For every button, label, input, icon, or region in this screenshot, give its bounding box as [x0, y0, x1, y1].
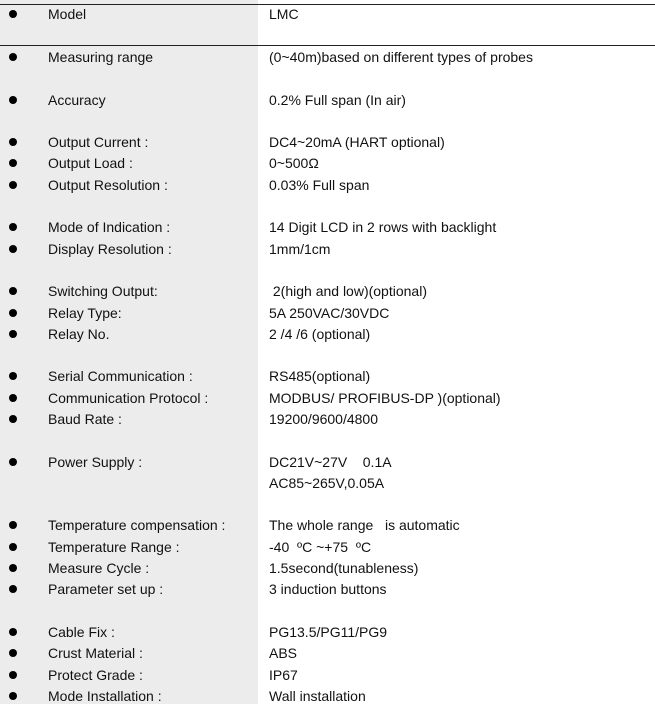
spec-row-output-resolution [0, 175, 655, 195]
spec-row-cable-fix [0, 622, 655, 642]
spec-row-accuracy [0, 90, 655, 110]
spec-label: Temperature compensation : [48, 517, 226, 533]
spec-value: -40 ºC ~+75 ºC [269, 539, 372, 555]
spec-label: Protect Grade : [48, 667, 143, 683]
bullet-icon [9, 671, 17, 679]
spec-row-crust-material [0, 643, 655, 663]
spec-value: DC4~20mA (HART optional) [269, 134, 445, 150]
spec-row-temperature-range [0, 537, 655, 557]
bullet-icon [9, 245, 17, 253]
spec-value: AC85~265V,0.05A [269, 475, 385, 491]
bullet-icon [9, 585, 17, 593]
spec-label: Output Load : [48, 155, 133, 171]
bullet-icon [9, 692, 17, 700]
spec-value: 0.2% Full span (In air) [269, 92, 406, 108]
spec-value: 1mm/1cm [269, 241, 331, 257]
spec-label: Model [48, 6, 87, 22]
spec-value: 0~500Ω [269, 155, 319, 171]
spec-label: Baud Rate : [48, 411, 122, 427]
spec-label: Temperature Range : [48, 539, 180, 555]
bullet-icon [9, 181, 17, 189]
spec-label: Measure Cycle : [48, 560, 150, 576]
spec-value: MODBUS/ PROFIBUS-DP )(optional) [269, 390, 501, 406]
bullet-icon [9, 96, 17, 104]
spec-value: 19200/9600/4800 [269, 411, 378, 427]
spec-label: Output Resolution : [48, 177, 168, 193]
spec-label: Mode of Indication : [48, 219, 171, 235]
spec-label: Relay Type: [48, 305, 122, 321]
spec-label: Display Resolution : [48, 241, 172, 257]
spec-row-measuring-range [0, 47, 655, 67]
bullet-icon [9, 372, 17, 380]
spec-row-display-resolution [0, 239, 655, 259]
spec-row-relay-no [0, 324, 655, 344]
spec-row-parameter-set-up [0, 579, 655, 599]
spec-row-mode-of-indication [0, 217, 655, 237]
spec-value: The whole range is automatic [269, 517, 460, 533]
spec-value: ABS [269, 645, 298, 661]
spec-row-switching-output [0, 281, 655, 301]
bullet-icon [9, 394, 17, 402]
bullet-icon [9, 309, 17, 317]
spec-row-model [0, 4, 655, 24]
spec-label: Serial Communication : [48, 368, 193, 384]
bullet-icon [9, 415, 17, 423]
spec-value: 5A 250VAC/30VDC [269, 305, 390, 321]
spec-value: 3 induction buttons [269, 581, 387, 597]
spec-value: 1.5second(tunableness) [269, 560, 419, 576]
spec-label: Crust Material : [48, 645, 143, 661]
spec-label: Relay No. [48, 326, 110, 342]
spec-row-power-supply-ac [0, 473, 655, 493]
spec-label: Power Supply : [48, 454, 143, 470]
spec-value: Wall installation [269, 688, 366, 704]
spec-value: 2 /4 /6 (optional) [269, 326, 371, 342]
spec-row-communication-protocol [0, 388, 655, 408]
spec-row-output-current [0, 132, 655, 152]
spec-value: RS485(optional) [269, 368, 371, 384]
bullet-icon [9, 287, 17, 295]
bullet-icon [9, 159, 17, 167]
spec-label: Cable Fix : [48, 624, 115, 640]
bullet-icon [9, 53, 17, 61]
spec-row-protect-grade [0, 665, 655, 685]
spec-label: Accuracy [48, 92, 106, 108]
bullet-icon [9, 564, 17, 572]
spec-row-mode-installation [0, 686, 655, 706]
spec-label: Parameter set up : [48, 581, 164, 597]
spec-label: Communication Protocol : [48, 390, 209, 406]
spec-value: 0.03% Full span [269, 177, 370, 193]
spec-value: PG13.5/PG11/PG9 [269, 624, 388, 640]
spec-label: Output Current : [48, 134, 149, 150]
spec-value: IP67 [269, 667, 298, 683]
spec-value: LMC [269, 6, 299, 22]
spec-row-measure-cycle [0, 558, 655, 578]
bullet-icon [9, 330, 17, 338]
spec-label: Mode Installation : [48, 688, 162, 704]
spec-label: Switching Output: [48, 283, 158, 299]
bullet-icon [9, 628, 17, 636]
bullet-icon [9, 138, 17, 146]
spec-row-serial-communication [0, 366, 655, 386]
bullet-icon [9, 458, 17, 466]
spec-row-relay-type [0, 303, 655, 323]
bullet-icon [9, 521, 17, 529]
header-bottom-rule [0, 45, 655, 46]
spec-row-power-supply [0, 452, 655, 472]
bullet-icon [9, 10, 17, 18]
spec-row-output-load [0, 153, 655, 173]
spec-row-baud-rate [0, 409, 655, 429]
bullet-icon [9, 543, 17, 551]
spec-label: Measuring range [48, 49, 154, 65]
spec-value: DC21V~27V 0.1A [269, 454, 392, 470]
spec-row-temperature-compensation [0, 515, 655, 535]
bullet-icon [9, 223, 17, 231]
spec-value: 14 Digit LCD in 2 rows with backlight [269, 219, 497, 235]
bullet-icon [9, 649, 17, 657]
spec-value: (0~40m)based on different types of probes [269, 49, 533, 65]
spec-value: 2(high and low)(optional) [269, 283, 427, 299]
